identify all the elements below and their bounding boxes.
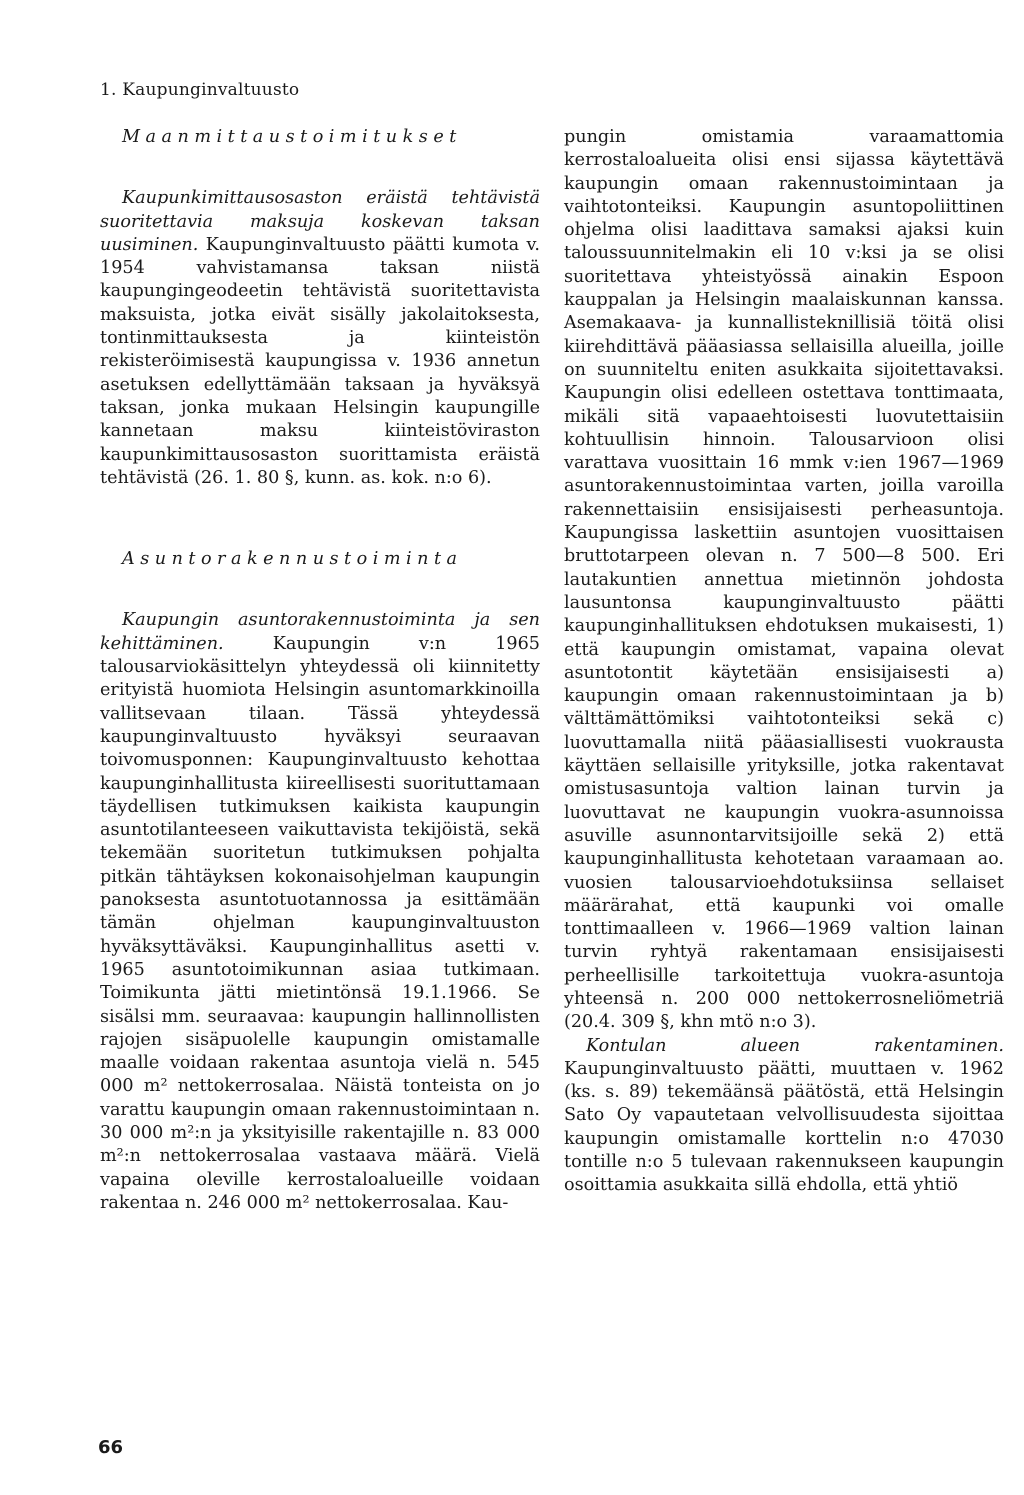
paragraph-body: Kaupunginvaltuusto päätti kumota v. 1954 vahvistamansa taksan niistä kaupungingeodeetin tehtävistä suoritettavista maksuista, jotka eivät sisälly jakolaitoksesta, tontinmittauksesta ja kiinteistön rekisteröimisestä kaupungissa v. 1936 annetun asetuksen edellyttämään taksaan ja hyväksyä taksan, jonka mukaan Helsingin kaupungille kannetaan maksu kiinteistöviraston kaupunkimittausosaston suorittamista eräistä tehtävistä (26. 1. 80 §, kunn. as. kok. n:o 6).	[100, 234, 540, 488]
paragraph-heading: Kaupungin asuntorakennustoiminta ja sen kehittäminen.	[100, 610, 540, 654]
page-number: 66	[98, 1437, 124, 1458]
right-column	[564, 126, 1004, 1198]
section-title-maanmittaustoimitukset: Maanmittaustoimitukset	[122, 127, 462, 147]
running-header: 1. Kaupunginvaltuusto	[100, 80, 300, 100]
paragraph-heading: Kontulan alueen rakentaminen.	[586, 1035, 1004, 1056]
paragraph-heading: Kaupunkimittausosaston eräistä tehtävistä suoritettavia maksuja koskevan taksan uusiminen.	[100, 188, 540, 255]
paragraph-body: Kaupungin v:n 1965 talousarviokäsittelyn yhteydessä oli kiinnitetty erityistä huomiota Helsingin asuntomarkkinoilla vallitsevaan tilaan. Tässä yhteydessä kaupunginvaltuusto hyväksyi seuraavan toivomusponnen: Kaupunginvaltuusto kehottaa kaupunginhallitusta kiireellisesti suorituttamaan täydellisen tutkimuksen kaikista kaupungin asuntotilanteeseen vaikuttavista tekijöistä, sekä tekemään suoritetun tutkimuksen pohjalta pitkän tähtäyksen kokonaisohjelman kaupungin panoksesta asuntotuotannossa ja esittämään tämän ohjelman kaupunginvaltuuston hyväksyttäväksi. Kaupunginhallitus asetti v. 1965 asuntotoimikunnan asiaa tutkimaan. Toimikunta jätti mietintönsä 19.1.1966. Se sisälsi mm. seuraavaa: kaupungin hallinnollisten rajojen sisäpuolelle kaupungin omistamalle maalle voidaan rakentaa asuntoja vielä n. 545 000 m² nettokerrosalaa. Näistä tonteista on jo varattu kaupungin omaan rakennustoimintaan n. 30 000 m²:n ja yksityisille rakentajille n. 83 000 m²:n nettokerrosalaa vastaava määrä. Vielä vapaina oleville kerrostaloalueille voidaan rakentaa n. 246 000 m² nettokerrosalaa. Kau-	[100, 633, 540, 1213]
paragraph-taksa	[100, 187, 540, 490]
left-column	[100, 126, 540, 1215]
paragraph-body: Kaupunginvaltuusto päätti, muuttaen v. 1962 (ks. s. 89) tekemäänsä päätöstä, että Helsingin Sato Oy vapautetaan velvollisuudesta sijoittaa kaupungin omistamalle korttelin n:o 47030 tontille n:o 5 tulevaan rakennukseen kaupungin osoittamia asukkaita sillä ehdolla, että yhtiö	[564, 1058, 1004, 1196]
section-title-asuntorakennustoiminta: Asuntorakennustoiminta	[122, 549, 463, 570]
paragraph-asuntorakennustoiminta	[100, 609, 540, 1215]
paragraph-kontula	[564, 1035, 1004, 1198]
paragraph-continuation: pungin omistamia varaamattomia kerrostaloalueita olisi ensi sijassa käytettävä kaupungin omaan rakennustoimintaan ja vaihtotonteiksi. Kaupungin asuntopoliittinen ohjelma olisi laadittava samaksi ajaksi kuin taloussuunnitelmakin eli 10 v:ksi ja se olisi suoritettava yhteistyössä ainakin Espoon kauppalan ja Helsingin maalaiskunnan kanssa. Asemakaava- ja kunnallisteknillisiä töitä olisi kiirehdittävä pääasiassa sellaisilla alueilla, joille on suunniteltu eniten asukkaita sijoitettavaksi. Kaupungin olisi edelleen ostettava tonttimaata, mikäli sitä vapaaehtoisesti luovutettaisiin kohtuullisin hinnoin. Talousarvioon olisi varattava vuosittain 16 mmk v:ien 1967—1969 asuntorakennustoimintaa varten, joilla varoilla rakennettaisiin ensisijaisesti perheasuntoja. Kaupungissa laskettiin asuntojen vuosittaisen bruttotarpeen olevan n. 7 500—8 500. Eri lautakuntien annettua mietinnön johdosta lausuntonsa kaupunginvaltuusto päätti kaupunginhallituksen ehdotuksen mukaisesti, 1) että kaupungin omistamat, vapaina olevat asuntotontit käytetään ensisijaisesti a) kaupungin omaan rakennustoimintaan ja b) välttämättömiksi vaihtotonteiksi sekä c) luovuttamalla niitä pääasiallisesti vuokrausta käyttäen sellaisille yrityksille, jotka rakentavat omistusasuntoja valtion lainan turvin ja luovuttavat ne kaupungin vuokra-asunnoissa asuville asunnontarvitsijoille sekä 2) että kaupunginhallitusta kehotetaan varaamaan ao. vuosien talousarvioehdotuksiinsa sellaiset määrärahat, että kaupunki voi omalle tonttimaalleen v. 1966—1969 valtion lainan turvin ryhtyä rakentamaan ensisijaisesti perheellisille tarkoitettuja vuokra-asuntoja yhteensä n. 200 000 nettokerrosneliömetriä (20.4. 309 §, khn mtö n:o 3).	[564, 127, 1004, 1033]
